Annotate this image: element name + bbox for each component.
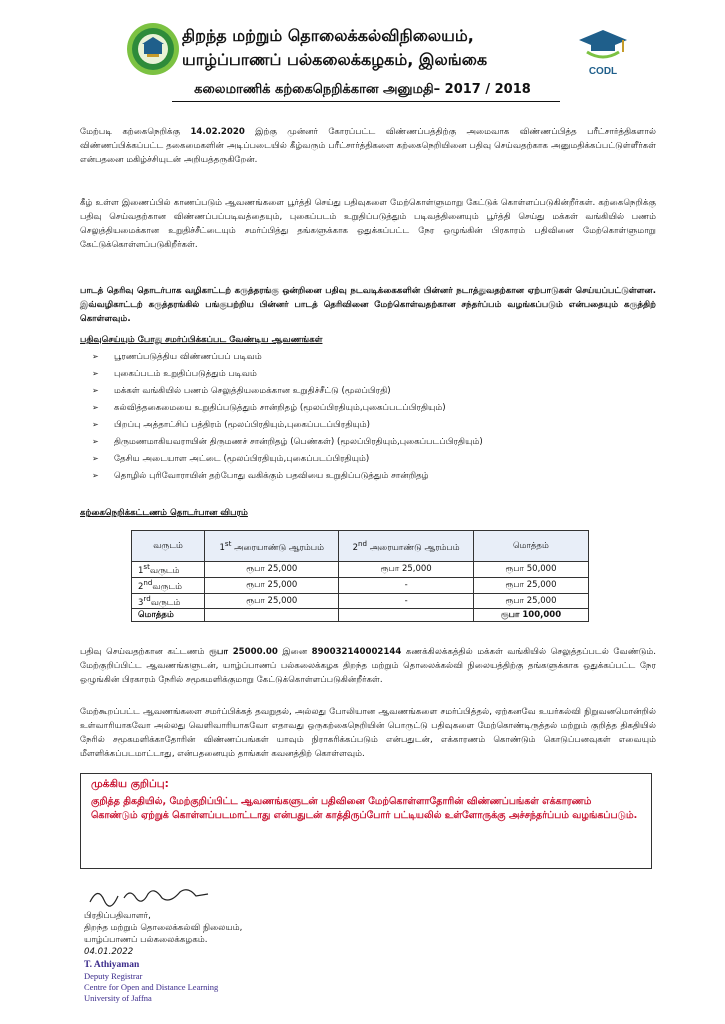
list-item: ➢ திருமணமாகியவராயின் திருமணச் சான்றிதழ் (பெண்கள்) (மூலப்பிரதியும்,புகைப்படப்பிரதியும்) [92, 433, 483, 450]
list-item: ➢ பூரணப்படுத்திய விண்ணப்பப் படிவம் [92, 348, 483, 365]
table-row: 2ndவருடம் ரூபா 25,000 - ரூபா 25,000 [132, 577, 589, 593]
col-year: வருடம் [132, 531, 205, 562]
stamp-name: T. Athiyaman [84, 960, 140, 970]
col-first-half: 1st அரையாண்டு ஆரம்பம் [205, 531, 339, 562]
instructions-paragraph: கீழ் உள்ள இணைப்பில் காணப்படும் ஆவணங்களை பூர்த்தி செய்து பதிவுகளை மேற்கொள்ளுமாறு கேட்டுக் கொள்ளப்படுகின்றீர்கள். கற்கைநெறிக்கு பதிவு செய்வதற்கான விண்ணப்பப்படிவத்தையும், புகைப்படம் உறுதிப்படுத்தும் படிவத்தினையும் பூர்த்தி செய்து மக்கள் வங்கியில் பணம் செலுத்தியமைக்கான உறுதிச்சீட்டையும் சமர்ப்பித்து தங்களுக்காக ஒதுக்கப்பட்ட நேர ஒழுங்கின் பிரகாரம் பதிவினை மேற்கொள்ளுமாறு கேட்டுக்கொள்ளப்படுகிறீர்கள். [80, 198, 656, 250]
signatory-org-1: திறந்த மற்றும் தொலைக்கல்வி நிலையம், [84, 923, 243, 933]
account-number: 890032140002144 [311, 647, 402, 657]
notice-body: குறித்த திகதியில், மேற்குறிப்பிட்ட ஆவணங்களுடன் பதிவினை மேற்கொள்ளாதோரின் விண்ணப்பங்கள் எக்காரணம் கொண்டும் ஏற்றுக் கொள்ளப்படமாட்டாது என்பதுடன் காத்திருப்போர் பட்டியலில் உள்ளோருக்கு அச்சந்தர்ப்பம் வழங்கப்படும். [91, 796, 638, 821]
arrow-bullet-icon: ➢ [92, 471, 99, 480]
intro-paragraph [80, 125, 656, 167]
arrow-bullet-icon: ➢ [92, 454, 99, 463]
stamp-university: University of Jaffna [84, 993, 152, 1003]
stamp-block [84, 960, 218, 1004]
signature-image [84, 882, 214, 910]
signatory-block [84, 910, 242, 958]
warning-paragraph: மேற்கூறப்பட்ட ஆவணங்களை சமர்ப்பிக்கத் தவறுதல், அல்லது போலியான ஆவணங்களை சமர்ப்பித்தல், ஏற்கனவே உயர்கல்வி நிறுவனமொன்றில் உள்வாரியாகவோ அல்லது வெளிவாரியாகவோ எதாவது ஒருகற்கைநெறியின் பொருட்டு பதிவுகளை மேற்கொண்டிருத்தல் மற்றும் குறித்த திகதியில் நேரில் சமூகமளிக்காதோரின் விண்ணப்பங்கள் யாவும் நிராகரிக்கப்படும் என்பதுடன், எக்காரணம் கொண்டும் கொடுப்பனவுகள் எவையும் மீளளிக்கப்படமாட்டாது, என்பதனையும் தாங்கள் கவனத்திற் கொள்ளவும். [80, 707, 656, 759]
header-line-1: திறந்த மற்றும் தொலைக்கல்விநிலையம், [182, 26, 474, 45]
title-underline [172, 101, 560, 102]
orientation-paragraph: பாடத் தெரிவு தொடர்பாக வழிகாட்டற் கருத்தரங்கு ஒன்றினை பதிவு நடவடிக்கைகளின் பின்னர் நடாத்துவதற்கான ஏற்பாடுகள் செய்யப்பட்டுள்ளன. இவ்வழிகாட்டற் கருத்தரங்கில் பங்குபற்றிய பின்னர் பாடத் தெரிவினை மேற்கொள்வதற்கான சந்தர்ப்பம் வழங்கப்படும் என்பதையும் கருத்திற் கொள்ளவும். [80, 286, 656, 324]
page-title: கலைமாணிக் கற்கைநெறிக்கான அனுமதி– 2017 / 2018 [194, 82, 531, 97]
list-item: ➢ புகைப்படம் உறுதிப்படுத்தும் படிவம் [92, 365, 483, 382]
list-item: ➢ தொழில் புரிவோராயின் தற்போது வகிக்கும் பதவியை உறுதிப்படுத்தும் சான்றிதழ் [92, 467, 483, 484]
col-total: மொத்தம் [473, 531, 588, 562]
notice-title: முக்கிய குறிப்பு: [91, 778, 169, 790]
arrow-bullet-icon: ➢ [92, 352, 99, 361]
university-logo [126, 22, 180, 76]
signatory-role: பிரதிப்பதிவாளர், [84, 911, 151, 921]
arrow-bullet-icon: ➢ [92, 403, 99, 412]
payment-paragraph: பதிவு செய்வதற்கான கட்டணம் ரூபா 25000.00 இனை 890032140002144 கணக்கிலக்கத்தில் மக்கள் வங்கியில் செலுத்தப்படல் வேண்டும். மேற்குறிப்பிட்ட ஆவணங்களுடன், யாழ்ப்பாணப் பல்கலைக்கழக திறந்த மற்றும் தொலைக்கல்வி நிலையத்திற்கு தங்களுக்காக ஒதுக்கப்பட்ட நேர ஒழுங்கின் பிரகாரம் நேரில் சமூகமளிக்குமாறு கேட்டுக்கொள்ளப்படுகின்றீர்கள். [80, 647, 656, 685]
intro-text-1: மேற்படி கற்கைநெறிக்கு [80, 127, 191, 137]
fees-table [131, 530, 589, 622]
arrow-bullet-icon: ➢ [92, 420, 99, 429]
list-item: ➢ பிறப்பு அத்தாட்சிப் பத்திரம் (மூலப்பிரதியும்,புகைப்படப்பிரதியும்) [92, 416, 483, 433]
table-header-row [132, 531, 589, 562]
list-item: ➢ கல்வித்தகைமையை உறுதிப்படுத்தும் சான்றிதழ் (மூலப்பிரதியும்,புகைப்படப்பிரதியும்) [92, 399, 483, 416]
stamp-title: Deputy Registrar [84, 971, 143, 981]
important-notice-box [80, 773, 652, 869]
intro-date: 14.02.2020 [190, 127, 245, 137]
list-item: ➢ மக்கள் வங்கியில் பணம் செலுத்தியமைக்கான உறுதிச்சீட்டு (மூலப்பிரதி) [92, 382, 483, 399]
codl-logo-text: CODL [588, 66, 618, 77]
letter-date: 04.01.2022 [84, 947, 134, 957]
arrow-bullet-icon: ➢ [92, 437, 99, 446]
stamp-centre: Centre for Open and Distance Learning [84, 982, 219, 992]
arrow-bullet-icon: ➢ [92, 369, 99, 378]
col-second-half: 2nd அரையாண்டு ஆரம்பம் [339, 531, 473, 562]
table-row: 1stவருடம் ரூபா 25,000 ரூபா 25,000 ரூபா 50,000 [132, 562, 589, 578]
documents-list [92, 348, 483, 484]
header-line-2: யாழ்ப்பாணப் பல்கலைக்கழகம், இலங்கை [182, 50, 488, 69]
arrow-bullet-icon: ➢ [92, 386, 99, 395]
codl-logo [575, 26, 631, 77]
documents-heading: பதிவுசெய்யும் போது சமர்ப்பிக்கப்பட வேண்டிய ஆவணங்கள் [80, 335, 323, 345]
payment-amount: ரூபா 25000.00 [209, 647, 278, 657]
table-row: 3rdவருடம் ரூபா 25,000 - ரூபா 25,000 [132, 593, 589, 609]
list-item: ➢ தேசிய அடையாள அட்டை (மூலப்பிரதியும்,புகைப்படப்பிரதியும்) [92, 450, 483, 467]
fees-heading: கற்கைநெறிக்கட்டணம் தொடர்பான விபரம் [80, 508, 248, 518]
table-total-row: மொத்தம் ரூபா 100,000 [132, 609, 589, 622]
signatory-org-2: யாழ்ப்பாணப் பல்கலைக்கழகம். [84, 935, 208, 945]
intro-text-2: இற்கு முன்னர் கோரப்பட்ட விண்ணப்பத்திற்கு அமைவாக விண்ணப்பித்த பரீட்சார்த்திகளால் விண்ணப்பிக்கப்பட்ட தகைமைகளின் அடிப்படையில் கீழ்வரும் பரீட்சார்த்திகளை கற்கைநெறியினை பதிவு செய்வதற்காக அனுமதிக்கப்பட்டுள்ளீர்கள் என்பதனை மகிழ்ச்சியுடன் அறியத்தருகிறேன். [80, 127, 656, 165]
